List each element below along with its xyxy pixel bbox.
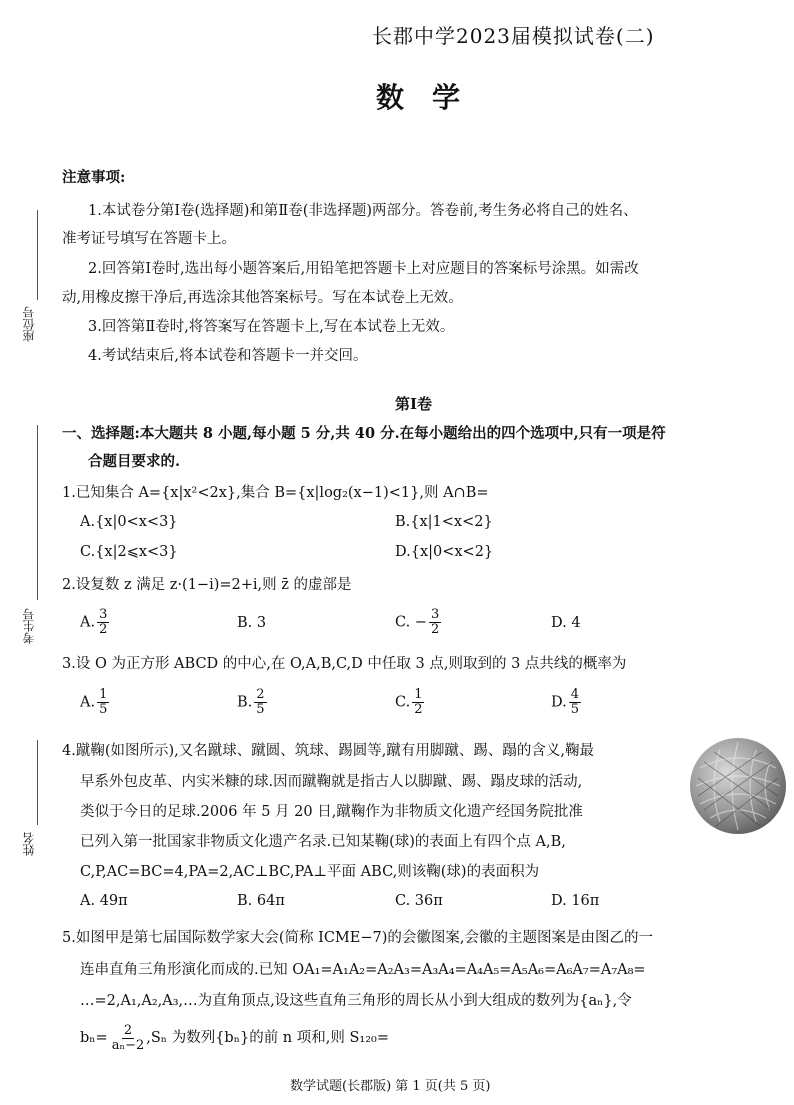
volume-heading: 第Ⅰ卷	[395, 395, 433, 413]
q3-d-fraction	[569, 688, 581, 717]
q2-option-a	[80, 608, 109, 637]
q3-a-label: A.	[80, 694, 96, 711]
q1-option-a: A.{x|0<x<3}	[80, 514, 178, 530]
q3-c-den: 2	[414, 702, 423, 717]
q4-line: C,P,AC=BC=4,PA=2,AC⊥BC,PA⊥平面 ABC,则该鞠(球)的表面积为	[80, 864, 540, 880]
notice-heading: 注意事项:	[62, 169, 126, 186]
q4-option-c: C. 36π	[395, 893, 443, 909]
ball-weave-pattern	[690, 738, 786, 834]
q5-b-num: 2	[123, 1022, 133, 1038]
section-heading-cont: 合题目要求的.	[88, 453, 181, 470]
q3-b-label: B.	[237, 694, 253, 711]
q3-c-num: 1	[414, 687, 423, 702]
q3-b-den: 5	[256, 702, 265, 717]
q2-a-num: 3	[99, 607, 108, 622]
side-label-exam-no: 考生号	[22, 608, 36, 644]
q5-b-suffix: ,Sₙ 为数列{bₙ}的前 n 项和,则 S₁₂₀=	[146, 1030, 389, 1046]
q3-a-den: 5	[99, 702, 108, 717]
seat-line	[37, 210, 38, 300]
name-line	[37, 740, 38, 825]
q3-c-label: C.	[395, 694, 411, 711]
q3-a-fraction	[97, 688, 109, 717]
q3-option-c	[395, 688, 424, 717]
q5-line: 连串直角三角形演化而成的.已知 OA₁=A₁A₂=A₂A₃=A₃A₄=A₄A₅=A₅A₆=A₆A₇=A₇A₈=	[80, 962, 646, 978]
q1-option-c: C.{x|2⩽x<3}	[80, 544, 178, 560]
q2-c-fraction	[429, 608, 441, 637]
q2-option-c	[395, 608, 441, 637]
q3-c-fraction	[412, 688, 424, 717]
q3-d-num: 4	[570, 687, 579, 702]
q2-option-b: B. 3	[237, 615, 267, 631]
notice-line: 动,用橡皮擦干净后,再选涂其他答案标号。写在本试卷上无效。	[62, 290, 463, 306]
notice-line: 2.回答第Ⅰ卷时,选出每小题答案后,用铅笔把答题卡上对应题目的答案标号涂黑。如需改	[88, 261, 639, 277]
q2-a-den: 2	[99, 622, 108, 637]
q3-option-a	[80, 688, 109, 717]
q4-line: 类似于今日的足球.2006 年 5 月 20 日,蹴鞠作为非物质文化遗产经国务院批准	[80, 804, 583, 820]
q3-d-label: D.	[551, 694, 567, 711]
q5-b-den: aₙ−2	[111, 1037, 145, 1053]
notice-line: 3.回答第Ⅱ卷时,将答案写在答题卡上,写在本试卷上无效。	[88, 319, 455, 335]
side-label-name: 姓名	[22, 832, 36, 856]
notice-line: 1.本试卷分第Ⅰ卷(选择题)和第Ⅱ卷(非选择题)两部分。答卷前,考生务必将自己的姓名、	[88, 203, 638, 219]
q1-stem: 1.已知集合 A={x|x²<2x},集合 B={x|log₂(x−1)<1},则 A∩B=	[62, 485, 489, 501]
subject-title: 数学	[376, 81, 489, 114]
q3-b-fraction	[254, 688, 266, 717]
notice-line: 4.考试结束后,将本试卷和答题卡一并交回。	[88, 348, 368, 364]
q3-a-num: 1	[99, 687, 108, 702]
q4-line: 早系外包皮革、内实米糠的球.因而蹴鞠就是指古人以脚蹴、踢、蹋皮球的活动,	[80, 774, 583, 790]
q4-line: 4.蹴鞠(如图所示),又名蹴球、蹴圆、筑球、踢圆等,蹴有用脚蹴、踢、蹋的含义,鞠最	[62, 743, 594, 759]
q3-option-b	[237, 688, 267, 717]
q4-option-d: D. 16π	[551, 893, 600, 909]
q3-d-den: 5	[570, 702, 579, 717]
q5-last-line	[80, 1022, 389, 1054]
q5-line: 5.如图甲是第七届国际数学家大会(简称 ICME−7)的会徽图案,会徽的主题图案是由图乙的一	[62, 930, 653, 946]
q3-option-d	[551, 688, 581, 717]
q2-stem: 2.设复数 z 满足 z·(1−i)=2+i,则 z̄ 的虚部是	[62, 577, 352, 593]
q3-stem: 3.设 O 为正方形 ABCD 的中心,在 O,A,B,C,D 中任取 3 点,则取到的 3 点共线的概率为	[62, 656, 627, 672]
q2-a-fraction	[97, 608, 109, 637]
q2-c-den: 2	[430, 622, 440, 637]
q4-option-b: B. 64π	[237, 893, 285, 909]
q5-b-prefix: bₙ=	[80, 1030, 108, 1046]
q3-b-num: 2	[256, 687, 265, 702]
page-footer: 数学试题(长郡版) 第 1 页(共 5 页)	[290, 1079, 491, 1094]
q4-line: 已列入第一批国家非物质文化遗产名录.已知某鞠(球)的表面上有四个点 A,B,	[80, 834, 566, 850]
q1-option-d: D.{x|0<x<2}	[395, 544, 494, 560]
q1-option-b: B.{x|1<x<2}	[395, 514, 493, 530]
q2-option-d: D. 4	[551, 615, 581, 631]
q5-line: …=2,A₁,A₂,A₃,…为直角顶点,设这些直角三角形的周长从小到大组成的数列为{aₙ},令	[80, 993, 632, 1009]
q2-a-label: A.	[80, 614, 96, 631]
q4-option-a: A. 49π	[80, 893, 128, 909]
exam-no-line	[37, 425, 38, 600]
exam-title: 长郡中学2023届模拟试卷(二)	[372, 24, 655, 48]
q2-c-num: 3	[430, 607, 440, 622]
cuju-ball-image	[690, 738, 786, 834]
side-label-seat: 座位号	[22, 306, 36, 342]
section-heading: 一、选择题:本大题共 8 小题,每小题 5 分,共 40 分.在每小题给出的四个选项中,只有一项是符	[62, 425, 666, 442]
q5-b-fraction	[110, 1024, 147, 1053]
q2-c-label: C. −	[395, 614, 427, 631]
notice-line: 准考证号填写在答题卡上。	[62, 231, 236, 247]
